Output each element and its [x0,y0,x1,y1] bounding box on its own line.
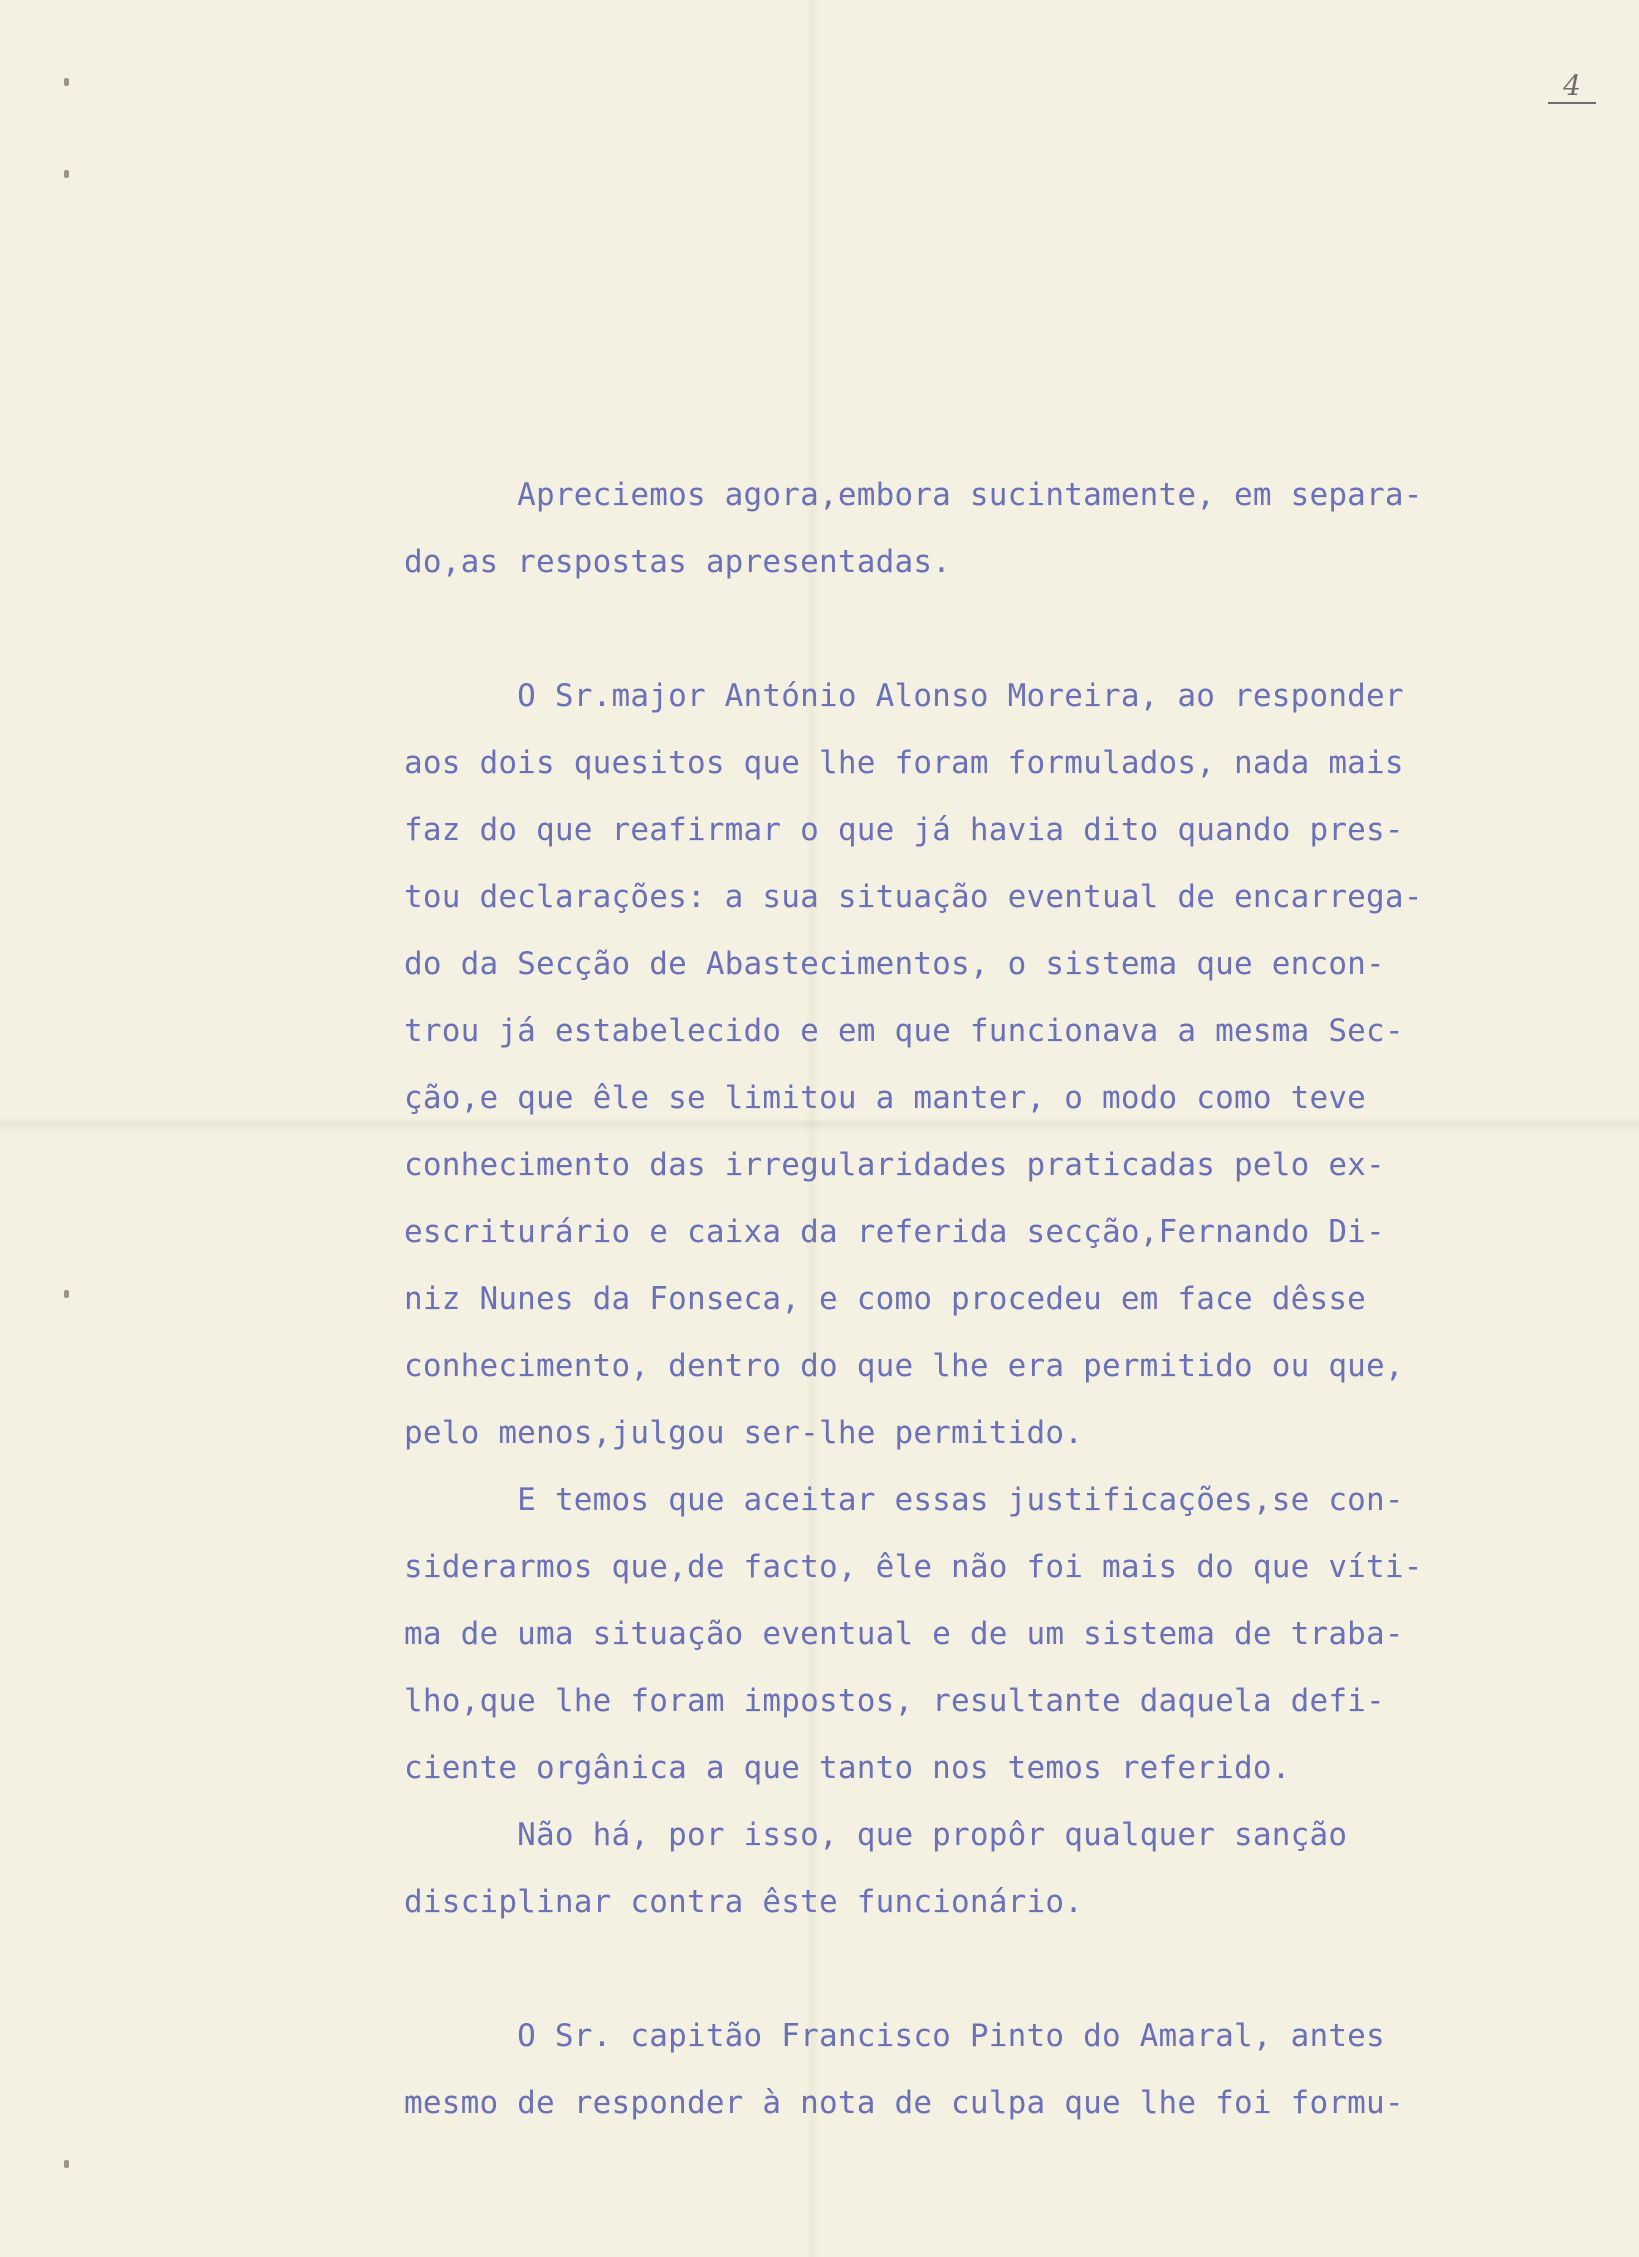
text-line: E temos que aceitar essas justificações,se con- [404,1482,1404,1518]
text-line: conhecimento, dentro do que lhe era permitido ou que, [404,1348,1404,1384]
punch-hole-mark [64,2160,69,2168]
text-line: trou já estabelecido e em que funcionava a mesma Sec- [404,1013,1404,1049]
text-line: do,as respostas apresentadas. [404,544,952,580]
punch-hole-mark [64,78,69,86]
text-line: mesmo de responder à nota de culpa que lhe foi formu- [404,2085,1404,2121]
text-line: pelo menos,julgou ser-lhe permitido. [404,1415,1084,1451]
punch-hole-mark [64,1290,69,1298]
text-line: Apreciemos agora,embora sucintamente, em separa- [404,477,1423,513]
text-line: O Sr. capitão Francisco Pinto do Amaral, antes [404,2018,1385,2054]
text-line: O Sr.major António Alonso Moreira, ao responder [404,678,1404,714]
text-line: siderarmos que,de facto, êle não foi mais do que víti- [404,1549,1423,1585]
text-line: do da Secção de Abastecimentos, o sistema que encon- [404,946,1385,982]
page-number: 4 [1548,72,1596,104]
typed-body-text [404,462,1504,2137]
text-line: tou declarações: a sua situação eventual de encarrega- [404,879,1423,915]
text-line: Não há, por isso, que propôr qualquer sanção [404,1817,1348,1853]
paragraph-gap [404,596,1504,663]
text-line: disciplinar contra êste funcionário. [404,1884,1084,1920]
text-line: faz do que reafirmar o que já havia dito quando pres- [404,812,1404,848]
paragraph-gap [404,1936,1504,2003]
punch-hole-mark [64,170,69,178]
text-line: ma de uma situação eventual e de um sistema de traba- [404,1616,1404,1652]
text-line: ciente orgânica a que tanto nos temos referido. [404,1750,1291,1786]
text-line: lho,que lhe foram impostos, resultante daquela defi- [404,1683,1385,1719]
text-line: conhecimento das irregularidades praticadas pelo ex- [404,1147,1385,1183]
text-line: escriturário e caixa da referida secção,Fernando Di- [404,1214,1385,1250]
text-line: niz Nunes da Fonseca, e como procedeu em face dêsse [404,1281,1367,1317]
text-line: aos dois quesitos que lhe foram formulados, nada mais [404,745,1404,781]
text-line: ção,e que êle se limitou a manter, o modo como teve [404,1080,1367,1116]
